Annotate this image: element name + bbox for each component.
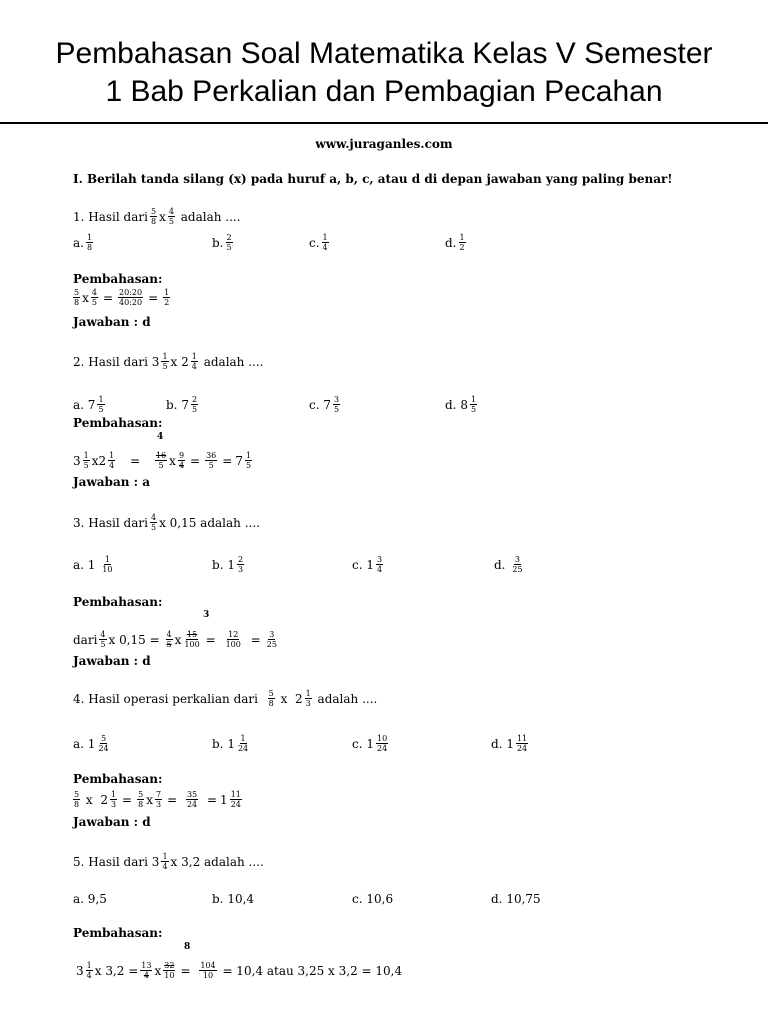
option-a[interactable] <box>73 233 95 252</box>
text-segment: x <box>170 354 178 369</box>
numerator: 1 <box>83 451 89 460</box>
instruction-text: I. Berilah tanda silang (x) pada huruf a, b, c, atau d di depan jawaban yang paling benar! <box>73 172 673 186</box>
denominator: 8 <box>150 217 157 226</box>
denominator: 8 <box>268 699 274 708</box>
text-segment: 7 <box>323 397 332 412</box>
text-segment: b. <box>212 892 224 906</box>
text-segment: 7 <box>235 453 243 468</box>
fraction <box>376 734 388 753</box>
solution-1: $\frac{5}{8}$ x $\frac{4}{5}$ = $\frac{20:20}{40:20}$ = $\frac{1}{2}$ <box>74 288 170 307</box>
fraction <box>183 630 200 649</box>
denominator: 10 <box>102 565 113 574</box>
fraction <box>83 451 90 470</box>
pembahasan-label: Pembahasan: <box>73 926 163 940</box>
numerator: 1 <box>322 233 328 242</box>
numerator: 104 <box>200 961 216 970</box>
fraction <box>161 352 168 371</box>
fraction <box>322 233 329 252</box>
text-segment: 1 <box>366 736 375 751</box>
text-segment: 5. <box>73 854 85 869</box>
fraction <box>99 630 106 649</box>
question-3 <box>73 513 260 532</box>
denominator: 8 <box>86 243 93 252</box>
pembahasan-label: Pembahasan: <box>73 416 163 430</box>
option-c[interactable] <box>352 734 390 753</box>
fraction <box>137 790 144 809</box>
text-segment: 1 <box>87 736 96 751</box>
option-d[interactable] <box>445 233 468 252</box>
numerator: 1 <box>86 233 93 242</box>
fraction <box>73 288 80 307</box>
fraction <box>101 555 113 574</box>
option-a[interactable] <box>73 892 107 906</box>
text-segment: x <box>159 209 166 224</box>
text-segment: 2. <box>73 354 85 369</box>
text-segment: b. <box>166 397 178 412</box>
denominator: 5 <box>470 405 477 414</box>
denominator: 24 <box>377 744 388 753</box>
fraction <box>186 790 198 809</box>
option-b[interactable] <box>212 555 246 574</box>
numerator: 5 <box>150 207 157 216</box>
text-segment: a. <box>73 235 84 250</box>
fraction <box>86 233 93 252</box>
fraction <box>470 395 477 414</box>
text-segment: a. <box>73 736 84 751</box>
cancel-note: 4 <box>157 432 164 442</box>
option-b[interactable] <box>212 892 254 906</box>
denominator: 2 <box>164 298 170 307</box>
denominator: 5 <box>150 523 157 532</box>
fraction <box>205 451 217 470</box>
text-segment: = <box>250 632 261 647</box>
answer-3: Jawaban : d <box>73 654 151 668</box>
fraction <box>161 852 168 871</box>
numerator: 36 <box>206 451 217 460</box>
fraction <box>237 734 249 753</box>
cancel-note: 3 <box>203 610 210 620</box>
fraction <box>163 288 170 307</box>
denominator: 5 <box>168 217 174 226</box>
text-segment: x 0,15 = <box>108 632 160 647</box>
text-segment: c. <box>352 892 363 906</box>
fraction <box>266 630 278 649</box>
text-segment: Hasil dari <box>88 354 148 369</box>
text-segment: b. <box>212 557 224 572</box>
option-c[interactable] <box>352 892 393 906</box>
numerator: 20:20 <box>119 288 143 297</box>
numerator: 1 <box>459 233 465 242</box>
text-segment: 2 <box>98 453 107 468</box>
fraction <box>191 395 198 414</box>
numerator: 35 <box>186 790 198 799</box>
text-segment: 10,75 <box>506 892 541 906</box>
text-segment: 1 <box>227 736 235 751</box>
fraction <box>511 555 523 574</box>
text-segment: 10,4 <box>227 892 255 906</box>
denominator: 5 <box>226 243 232 252</box>
denominator: 4 <box>86 971 92 980</box>
numerator: 5 <box>138 790 144 799</box>
website-link[interactable]: www.juraganles.com <box>315 137 453 151</box>
denominator: 25 <box>512 565 523 574</box>
fraction <box>333 395 340 414</box>
numerator: 12 <box>228 630 239 639</box>
numerator: 1 <box>245 451 252 460</box>
text-segment: 1 <box>227 557 235 572</box>
numerator: 4 <box>166 630 172 639</box>
text-segment: x 0,15 adalah .... <box>159 515 260 530</box>
fraction <box>178 451 185 470</box>
question-4 <box>73 689 377 708</box>
text-segment: b. <box>212 235 224 250</box>
denominator: 40:20 <box>119 298 143 307</box>
denominator: 4 <box>322 243 328 252</box>
numerator: 15 <box>186 630 198 639</box>
numerator: 5 <box>74 288 80 297</box>
text-segment: = <box>205 632 216 647</box>
option-d[interactable] <box>491 892 541 906</box>
numerator: 1 <box>162 352 168 361</box>
numerator: 1 <box>240 734 246 743</box>
denominator: 3 <box>155 800 162 809</box>
text-segment: x 3,2 = <box>94 963 139 978</box>
numerator: 10 <box>377 734 388 743</box>
question-text: Hasil dari <box>88 209 148 224</box>
question-2 <box>73 352 264 371</box>
numerator: 11 <box>516 734 528 743</box>
option-b[interactable] <box>212 233 235 252</box>
text-segment: = <box>130 453 141 468</box>
text-segment <box>146 454 150 468</box>
denominator: 5 <box>191 405 198 414</box>
denominator: 5 <box>208 461 214 470</box>
solution-3: dari $\frac{4}{5}$ x 0,15 = $\frac{4}{5}$ x $\frac{15}{100}$ = $\frac{12}{100}$ = $\frac{3}{25}$ <box>73 630 277 649</box>
text-segment: 1 <box>506 736 514 751</box>
text-segment: = <box>190 453 201 468</box>
header-divider <box>0 122 768 124</box>
fraction <box>150 207 157 226</box>
denominator: 10 <box>164 971 175 980</box>
answer-2: Jawaban : a <box>73 475 151 489</box>
text-segment: 1 <box>87 557 96 572</box>
text-segment: adalah .... <box>317 691 378 706</box>
fraction <box>163 961 175 980</box>
denominator: 24 <box>516 744 528 753</box>
text-segment: 2 <box>100 792 108 807</box>
text-segment: c. <box>352 736 363 751</box>
fraction <box>516 734 528 753</box>
denominator: 5 <box>158 461 164 470</box>
question-1 <box>73 207 241 226</box>
text-segment: 1 <box>220 792 228 807</box>
solution-2: 3 $\frac{1}{5}$ x 2 $\frac{1}{4}$ = $\frac{16}{5}$ x $\frac{9}{4}$ = $\frac{36}{5}$ = 7 $\frac{1}{5}$ <box>73 451 252 470</box>
fraction <box>118 288 143 307</box>
fraction <box>108 451 115 470</box>
numerator: 1 <box>104 555 110 564</box>
fraction <box>230 790 242 809</box>
text-segment: = 10,4 atau 3,25 x 3,2 = 10,4 <box>222 963 403 978</box>
text-segment: a. <box>73 557 84 572</box>
denominator: 4 <box>109 461 115 470</box>
fraction <box>110 790 117 809</box>
numerator: 13 <box>141 961 152 970</box>
answer-1: Jawaban : d <box>73 315 151 329</box>
fraction <box>155 451 167 470</box>
text-segment: 9,5 <box>87 892 107 906</box>
denominator: 24 <box>186 800 198 809</box>
text-segment: 7 <box>181 397 189 412</box>
numerator: 1 <box>191 352 197 361</box>
text-segment: 1 <box>366 557 375 572</box>
text-segment: Hasil dari <box>88 854 148 869</box>
numerator: 3 <box>514 555 520 564</box>
numerator: 4 <box>168 207 174 216</box>
pembahasan-label: Pembahasan: <box>73 595 163 609</box>
numerator: 2 <box>237 555 244 564</box>
text-segment: b. <box>212 736 224 751</box>
fraction <box>199 961 216 980</box>
denominator: 3 <box>110 800 117 809</box>
text-segment: 3 <box>151 354 160 369</box>
denominator: 24 <box>230 800 241 809</box>
text-segment: Hasil operasi perkalian dari <box>88 691 258 706</box>
numerator: 1 <box>86 961 92 970</box>
denominator: 3 <box>237 565 244 574</box>
pembahasan-label: Pembahasan: <box>73 272 163 286</box>
numerator: 9 <box>178 451 185 460</box>
fraction <box>268 689 275 708</box>
fraction <box>191 352 198 371</box>
denominator: 100 <box>184 640 200 649</box>
denominator: 5 <box>162 362 168 371</box>
fraction <box>245 451 252 470</box>
text-segment: x <box>280 691 288 706</box>
fraction <box>225 630 242 649</box>
denominator: 5 <box>98 405 104 414</box>
numerator: 4 <box>91 288 97 297</box>
numerator: 1 <box>98 395 104 404</box>
fraction <box>91 288 98 307</box>
numerator: 32 <box>164 961 175 970</box>
denominator: 4 <box>377 565 383 574</box>
text-segment: x 3,2 adalah .... <box>170 854 264 869</box>
fraction <box>140 961 152 980</box>
denominator: 2 <box>459 243 465 252</box>
question-5 <box>73 852 264 871</box>
fraction <box>73 790 80 809</box>
cancel-note: 8 <box>184 942 191 952</box>
numerator: 1 <box>470 395 477 404</box>
text-segment: adalah .... <box>180 209 241 224</box>
text-segment: c. <box>352 557 363 572</box>
text-segment: = <box>222 453 233 468</box>
option-a[interactable] <box>73 555 115 574</box>
fraction <box>150 513 157 532</box>
denominator: 5 <box>100 640 106 649</box>
pembahasan-label: Pembahasan: <box>73 772 163 786</box>
solution-4: $\frac{5}{8}$ x 2 $\frac{1}{3}$ = $\frac{5}{8}$ x $\frac{7}{3}$ = $\frac{35}{24}$ = 1 $\frac{11}{24}$ <box>74 790 241 809</box>
text-segment: = <box>167 792 178 807</box>
numerator: 3 <box>377 555 383 564</box>
text-segment: d. <box>491 736 503 751</box>
fraction <box>376 555 383 574</box>
numerator: 3 <box>269 630 275 639</box>
text-segment: 2 <box>294 691 303 706</box>
text-segment: 3 <box>151 854 160 869</box>
title-line-1: Pembahasan Soal Matematika Kelas V Semester <box>55 37 713 70</box>
numerator: 1 <box>109 451 115 460</box>
numerator: 2 <box>191 395 198 404</box>
option-d[interactable] <box>445 395 479 414</box>
document-title <box>0 35 768 111</box>
fraction <box>305 689 312 708</box>
text-segment: = <box>148 290 159 305</box>
text-segment: 4. <box>73 691 85 706</box>
denominator: 5 <box>83 461 89 470</box>
text-segment: a. <box>73 397 84 412</box>
text-segment: adalah .... <box>203 354 264 369</box>
numerator: 1 <box>305 689 311 698</box>
denominator: 8 <box>74 800 80 809</box>
text-segment: d. <box>445 235 457 250</box>
denominator: 4 <box>178 461 185 470</box>
fraction <box>86 961 93 980</box>
option-a[interactable] <box>73 395 107 414</box>
numerator: 1 <box>162 852 168 861</box>
text-segment: 3 <box>76 963 84 978</box>
text-segment: 10,6 <box>366 892 394 906</box>
numerator: 5 <box>268 689 274 698</box>
fraction <box>97 734 109 753</box>
fraction <box>166 630 173 649</box>
fraction <box>226 233 233 252</box>
option-c[interactable] <box>352 555 385 574</box>
denominator: 8 <box>74 298 80 307</box>
numerator: 3 <box>334 395 340 404</box>
fraction <box>155 790 162 809</box>
numerator: 1 <box>164 288 170 297</box>
numerator: 5 <box>74 790 80 799</box>
fraction <box>459 233 466 252</box>
text-segment: a. <box>73 892 84 906</box>
denominator: 5 <box>166 640 172 649</box>
text-segment: 2 <box>181 354 189 369</box>
numerator: 7 <box>155 790 162 799</box>
title-line-2: 1 Bab Perkalian dan Pembagian Pecahan <box>105 75 663 108</box>
denominator: 25 <box>266 640 277 649</box>
fraction <box>168 207 175 226</box>
option-b[interactable] <box>212 734 251 753</box>
numerator: 2 <box>226 233 232 242</box>
option-a[interactable] <box>73 734 112 753</box>
text-segment: dari <box>73 632 98 647</box>
option-d[interactable] <box>494 555 526 574</box>
numerator: 16 <box>155 451 167 460</box>
numerator: 11 <box>230 790 241 799</box>
text-segment: 8 <box>460 397 468 412</box>
text-segment: Hasil dari <box>88 515 148 530</box>
text-segment: d. <box>491 892 503 906</box>
text-segment: d. <box>445 397 457 412</box>
question-number: 1. <box>73 209 85 224</box>
text-segment: 7 <box>87 397 96 412</box>
text-segment: = <box>206 792 218 807</box>
numerator: 4 <box>150 513 157 522</box>
numerator: 5 <box>100 734 107 743</box>
denominator: 24 <box>98 744 109 753</box>
option-c[interactable] <box>309 395 342 414</box>
text-segment: = <box>122 792 133 807</box>
answer-4: Jawaban : d <box>73 815 151 829</box>
denominator: 3 <box>305 699 311 708</box>
denominator: 8 <box>138 800 144 809</box>
denominator: 10 <box>202 971 214 980</box>
text-segment <box>120 454 124 468</box>
option-b[interactable] <box>166 395 200 414</box>
denominator: 5 <box>91 298 97 307</box>
denominator: 5 <box>334 405 340 414</box>
numerator: 1 <box>110 790 117 799</box>
option-c[interactable] <box>309 233 331 252</box>
text-segment: 3. <box>73 515 85 530</box>
denominator: 24 <box>237 744 249 753</box>
solution-5: 3 $\frac{1}{4}$ x 3,2 = $\frac{13}{4}$ x $\frac{32}{10}$ = $\frac{104}{10}$ = 10,4 atau 3,25 x 3,2 = 10,4 <box>76 961 403 980</box>
numerator: 4 <box>100 630 106 639</box>
text-segment: 3 <box>73 453 81 468</box>
option-d[interactable] <box>491 734 530 753</box>
text-segment: = <box>102 290 114 305</box>
denominator: 100 <box>225 640 241 649</box>
denominator: 4 <box>162 862 168 871</box>
text-segment: d. <box>494 557 506 572</box>
denominator: 4 <box>191 362 197 371</box>
fraction <box>97 395 104 414</box>
fraction <box>237 555 244 574</box>
denominator: 4 <box>143 971 149 980</box>
text-segment: = <box>180 963 191 978</box>
text-segment: c. <box>309 235 320 250</box>
denominator: 5 <box>245 461 252 470</box>
text-segment: c. <box>309 397 320 412</box>
